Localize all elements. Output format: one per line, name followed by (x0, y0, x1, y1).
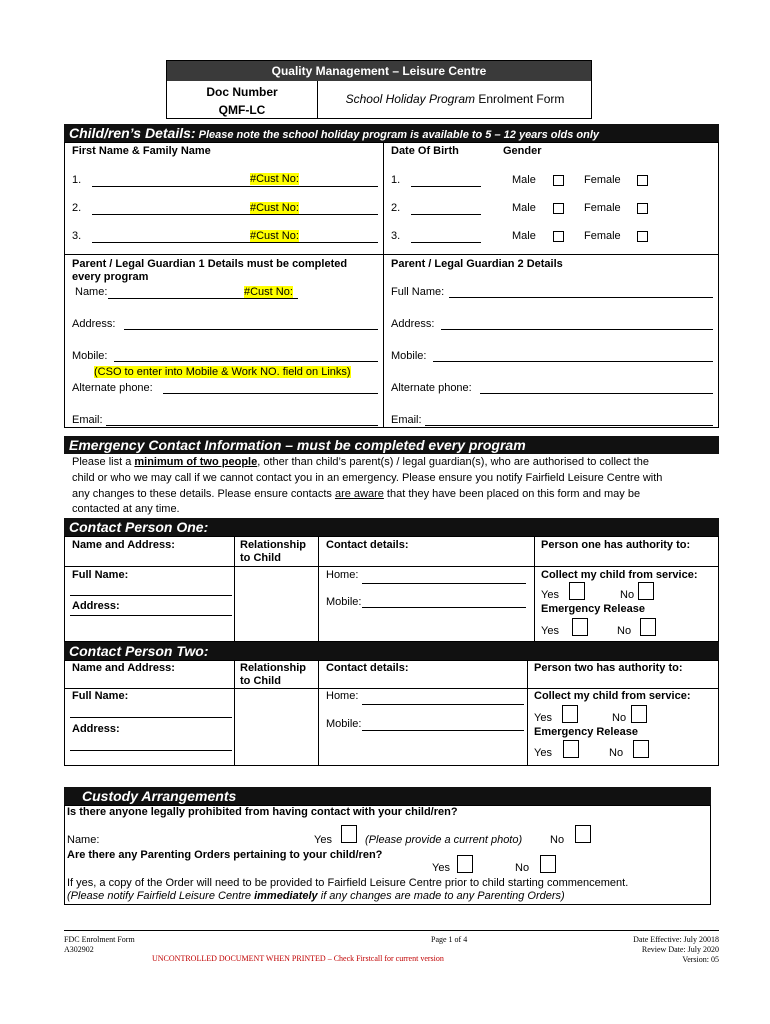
footer-uncontrolled: UNCONTROLLED DOCUMENT WHEN PRINTED – Check Firstcall for current version (152, 954, 444, 963)
column-divider (383, 142, 384, 428)
guardian1-mobile-field[interactable] (114, 361, 378, 362)
c1-col-relationship: Relationship (240, 539, 307, 551)
c1-home-label: Home: (326, 569, 359, 581)
c2-home-label: Home: (326, 690, 359, 702)
c1-address-label: Address: (72, 600, 120, 612)
child-2-male-checkbox[interactable] (553, 203, 564, 214)
c2-address-field[interactable] (70, 750, 232, 751)
guardian2-email-field[interactable] (425, 425, 713, 426)
cso-note: (CSO to enter into Mobile & Work NO. field on Links) (94, 366, 351, 378)
guardian2-mobile-field[interactable] (433, 361, 713, 362)
c1-release-yes: Yes (541, 625, 559, 637)
custody-q1-no-checkbox[interactable] (575, 825, 591, 843)
guardian2-alt-phone-label: Alternate phone: (391, 382, 472, 394)
emergency-para-line-3 (72, 488, 640, 500)
para-text: Please list a (72, 456, 135, 468)
doc-number-label: Doc Number (206, 85, 278, 99)
child-3-male-label: Male (512, 230, 536, 242)
c1-collect-no-checkbox[interactable] (638, 582, 654, 600)
child-3-num: 3. (72, 230, 82, 242)
emergency-para-line-1 (72, 456, 649, 468)
contact-two-bar (64, 642, 719, 660)
custody-q2-yes: Yes (432, 862, 450, 874)
form-title-rest: Enrolment Form (475, 92, 565, 106)
emergency-para-line-2: child or who we may call if we cannot contact you in an emergency. Please ensure you notify Fairfield Leisure Centre with (72, 472, 663, 484)
custody-note-2 (67, 890, 565, 902)
c2-full-name-field[interactable] (70, 717, 232, 718)
c2-col-authority: Person two has authority to: (534, 662, 683, 674)
guardian1-email-field[interactable] (106, 425, 378, 426)
child-2-dob-field[interactable] (411, 214, 481, 215)
emergency-section-bar (64, 436, 719, 454)
emergency-para-line-4: contacted at any time. (72, 503, 180, 515)
contact-two-title: Contact Person Two: (69, 643, 209, 659)
c1-home-field[interactable] (362, 583, 526, 584)
c2-col-contact: Contact details: (326, 662, 409, 674)
custody-q1: Is there anyone legally prohibited from having contact with your child/ren? (67, 806, 458, 818)
c2-collect-yes-checkbox[interactable] (562, 705, 578, 723)
c1-emergency-release: Emergency Release (541, 603, 645, 615)
c1-col-relationship-2: to Child (240, 552, 281, 564)
c1-release-yes-checkbox[interactable] (572, 618, 588, 636)
child-1-name-field[interactable] (92, 186, 378, 187)
custody-q1-yes: Yes (314, 834, 332, 846)
c2-home-field[interactable] (362, 704, 524, 705)
document-header (166, 60, 592, 119)
contact-one-header-divider (64, 566, 719, 567)
child-3-dob-num: 3. (391, 230, 401, 242)
guardian2-address-field[interactable] (441, 329, 713, 330)
c1-col-contact: Contact details: (326, 539, 409, 551)
doc-code: QMF-LC (218, 103, 266, 117)
c1-full-name-label: Full Name: (72, 569, 129, 581)
min-two-people: minimum of two people (134, 456, 258, 468)
c1-address-field[interactable] (70, 615, 232, 616)
child-2-male-label: Male (512, 202, 536, 214)
guardian2-email-label: Email: (391, 414, 422, 426)
c2-address-label: Address: (72, 723, 120, 735)
emergency-bar-title: Emergency Contact Information – must be completed every program (69, 437, 526, 453)
c1-collect-yes: Yes (541, 589, 559, 601)
c1-mobile-label: Mobile: (326, 596, 362, 608)
c2-release-yes-checkbox[interactable] (563, 740, 579, 758)
child-3-dob-field[interactable] (411, 242, 481, 243)
col-first-name: First Name & Family Name (72, 145, 211, 157)
c1-collect-yes-checkbox[interactable] (569, 582, 585, 600)
guardian1-name-field[interactable] (108, 298, 298, 299)
form-title (319, 81, 591, 118)
c2-col-name-address: Name and Address: (72, 662, 175, 674)
guardian2-full-name-label: Full Name: (391, 286, 445, 298)
footer-page: Page 1 of 4 (431, 935, 468, 944)
c2-release-yes: Yes (534, 747, 552, 759)
custody-note-1: If yes, a copy of the Order will need to be provided to Fairfield Leisure Centre prior to child starting commencement. (67, 877, 629, 889)
guardian2-title: Parent / Legal Guardian 2 Details (391, 258, 563, 270)
child-3-female-label: Female (584, 230, 621, 242)
contact-one-title: Contact Person One: (69, 519, 209, 535)
para-text: any changes to these details. Please ensure contacts (72, 488, 335, 500)
guardian1-mobile-label: Mobile: (72, 350, 108, 362)
footer-form-name: FDC Enrolment Form (64, 935, 135, 944)
c1-collect-label: Collect my child from service: (541, 569, 698, 581)
col-gender: Gender (503, 145, 542, 157)
footer-form-code: A302902 (64, 945, 94, 954)
guardian1-address-label: Address: (72, 318, 116, 330)
c2-col-relationship: Relationship (240, 662, 307, 674)
c1-mobile-field[interactable] (362, 607, 526, 608)
child-2-female-checkbox[interactable] (637, 203, 648, 214)
note-text: (Please notify Fairfield Leisure Centre (67, 890, 255, 902)
c1-release-no-checkbox[interactable] (640, 618, 656, 636)
contact-two-col-divider (318, 660, 319, 766)
contact-one-bar (64, 518, 719, 536)
c2-release-no-checkbox[interactable] (633, 740, 649, 758)
c2-col-relationship-2: to Child (240, 675, 281, 687)
contact-two-col-divider (234, 660, 235, 766)
child-1-male-label: Male (512, 174, 536, 186)
guardian1-email-label: Email: (72, 414, 103, 426)
guardian1-address-field[interactable] (124, 329, 378, 330)
header-title: Quality Management – Leisure Centre (167, 61, 591, 81)
child-2-num: 2. (72, 202, 82, 214)
child-1-dob-field[interactable] (411, 186, 481, 187)
contact-one-col-divider (534, 536, 535, 642)
c2-mobile-field[interactable] (362, 730, 524, 731)
col-dob: Date Of Birth (391, 145, 459, 157)
custody-q2-no-checkbox[interactable] (540, 855, 556, 873)
c1-full-name-field[interactable] (70, 595, 232, 596)
guardian1-name-label: Name: (75, 286, 108, 298)
child-3-cust-no: #Cust No: (250, 230, 299, 242)
footer-version: Version: 05 (682, 955, 719, 964)
child-3-female-checkbox[interactable] (637, 231, 648, 242)
contact-one-col-divider (234, 536, 235, 642)
custody-title: Custody Arrangements (82, 788, 237, 804)
child-1-female-checkbox[interactable] (637, 175, 648, 186)
children-bar-title: Child/ren’s Details: (69, 125, 196, 141)
contact-two-header-divider (64, 688, 719, 689)
are-aware: are aware (334, 488, 384, 500)
c1-release-no: No (617, 625, 632, 637)
c2-mobile-label: Mobile: (326, 718, 362, 730)
guardian2-alt-phone-field[interactable] (480, 393, 713, 394)
c2-collect-yes: Yes (534, 712, 552, 724)
child-1-cust-no: #Cust No: (250, 173, 299, 185)
child-2-female-label: Female (584, 202, 621, 214)
custody-photo-note: (Please provide a current photo) (365, 834, 523, 846)
c1-col-authority: Person one has authority to: (541, 539, 691, 551)
child-1-male-checkbox[interactable] (553, 175, 564, 186)
custody-bar (64, 787, 711, 805)
custody-q2-no: No (515, 862, 530, 874)
c2-full-name-label: Full Name: (72, 690, 129, 702)
guardian1-alt-phone-field[interactable] (163, 393, 378, 394)
children-section-bar (64, 124, 719, 142)
form-title-italic: School Holiday Program (345, 92, 476, 106)
guardian1-title: Parent / Legal Guardian 1 Details must be completed (72, 258, 348, 270)
custody-q2: Are there any Parenting Orders pertaining to your child/ren? (67, 849, 383, 861)
immediately: immediately (254, 890, 318, 902)
footer-effective: Date Effective: July 20018 (633, 935, 719, 944)
footer-review: Review Date: July 2020 (641, 945, 719, 954)
child-1-female-label: Female (584, 174, 621, 186)
child-2-dob-num: 2. (391, 202, 401, 214)
child-2-cust-no: #Cust No: (250, 202, 299, 214)
c1-collect-no: No (620, 589, 635, 601)
c2-collect-no: No (612, 712, 627, 724)
c2-release-no: No (609, 747, 624, 759)
guardian1-title-2: every program (72, 271, 149, 283)
doc-number-cell (167, 81, 318, 118)
para-text: , other than child’s parent(s) / legal guardian(s), who are authorised to collect the (257, 456, 649, 468)
children-bar-note: Please note the school holiday program is available to 5 – 12 years olds only (195, 129, 600, 141)
child-1-num: 1. (72, 174, 82, 186)
para-text: that they have been placed on this form and may be (383, 488, 641, 500)
c2-collect-label: Collect my child from service: (534, 690, 691, 702)
note-text: if any changes are made to any Parenting Orders) (317, 890, 565, 902)
row-divider (64, 254, 719, 255)
child-1-dob-num: 1. (391, 174, 401, 186)
footer-rule (64, 930, 719, 931)
guardian2-full-name-field[interactable] (449, 297, 713, 298)
custody-q1-yes-checkbox[interactable] (341, 825, 357, 843)
guardian1-cust-no: #Cust No: (244, 286, 293, 298)
guardian1-alt-phone-label: Alternate phone: (72, 382, 153, 394)
guardian2-mobile-label: Mobile: (391, 350, 427, 362)
custody-q1-no: No (550, 834, 565, 846)
c1-col-name-address: Name and Address: (72, 539, 175, 551)
contact-two-col-divider (527, 660, 528, 766)
child-3-male-checkbox[interactable] (553, 231, 564, 242)
custody-q2-yes-checkbox[interactable] (457, 855, 473, 873)
custody-name-label: Name: (67, 834, 100, 846)
guardian2-address-label: Address: (391, 318, 435, 330)
c2-collect-no-checkbox[interactable] (631, 705, 647, 723)
contact-one-col-divider (318, 536, 319, 642)
child-2-name-field[interactable] (92, 214, 378, 215)
child-3-name-field[interactable] (92, 242, 378, 243)
c2-emergency-release: Emergency Release (534, 726, 638, 738)
